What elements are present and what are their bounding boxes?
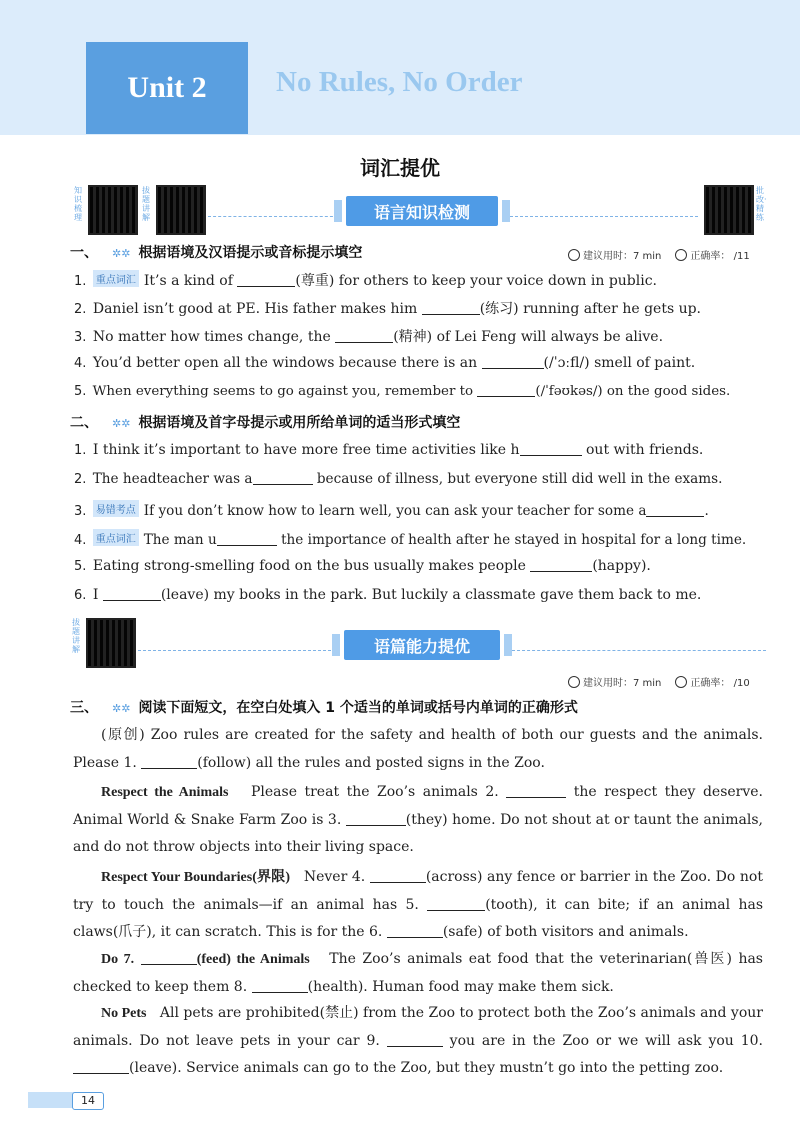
qr-code-icon[interactable]: [156, 185, 206, 235]
part-label: 三、: [70, 700, 98, 716]
question-text: I think it’s important to have more free time activities like h: [92, 442, 520, 458]
check-icon: [675, 676, 687, 688]
question-text: .: [704, 503, 709, 519]
question-item: [74, 558, 651, 574]
qr-caption: 拔题讲解: [72, 618, 80, 654]
question-text: (尊重) for others to keep your voice down in public.: [295, 273, 658, 289]
question-number: 5.: [74, 559, 87, 574]
unit-label: Unit 2: [86, 42, 248, 134]
question-number: 6.: [74, 588, 87, 603]
star-icon: ✲✲: [112, 417, 131, 430]
accuracy-text: 正确率： /11: [690, 251, 750, 262]
passage-text: (原创) Zoo rules are created for the safety and health of both our guests and the animals. Please 1.: [73, 727, 763, 771]
question-number: 2.: [74, 472, 87, 487]
answer-blank[interactable]: [237, 274, 295, 287]
subheading: No Pets: [101, 1006, 147, 1021]
divider: [138, 650, 336, 651]
passage-text: you are in the Zoo or we will ask you 10.: [449, 1032, 763, 1049]
passage-text: (tooth), it can bite; if an animal has claws(爪子), it can scratch. This is for the 6.: [73, 896, 763, 940]
qr-code-icon[interactable]: [704, 185, 754, 235]
question-text: The headteacher was a: [92, 471, 253, 487]
part-title: 根据语境及首字母提示或用所给单词的适当形式填空: [138, 415, 461, 431]
question-text: (leave) my books in the park. But luckily a classmate gave them back to me.: [160, 587, 702, 603]
time-text: 建议用时：7 min: [583, 678, 662, 689]
answer-blank[interactable]: [103, 588, 161, 601]
meta-info: [568, 674, 750, 689]
passage-text: (follow) all the rules and posted signs in the Zoo.: [197, 754, 545, 771]
answer-blank[interactable]: [346, 813, 406, 826]
question-item: [74, 442, 703, 458]
divider: [512, 650, 766, 651]
question-text: Eating strong-smelling food on the bus usually makes people: [92, 558, 526, 574]
question-number: 4.: [74, 533, 87, 548]
question-item: [74, 587, 701, 603]
answer-blank[interactable]: [477, 384, 535, 397]
passage-paragraph: [73, 1000, 763, 1083]
passage-paragraph: [73, 722, 763, 777]
question-number: 4.: [74, 356, 87, 371]
answer-blank[interactable]: [217, 533, 277, 546]
question-text: (/ˈɔːfl/) smell of paint.: [543, 355, 696, 371]
part-title: 阅读下面短文，在空白处填入 1 个适当的单词或括号内单词的正确形式: [138, 700, 578, 716]
question-text: It’s a kind of: [143, 273, 233, 289]
passage-text: (across) any fence or barrier in the Zoo. Do not try to touch the animals—if an animal has 5.: [73, 869, 763, 913]
answer-blank[interactable]: [520, 443, 582, 456]
subheading: Respect Your Boundaries(界限): [101, 870, 291, 885]
divider: [208, 216, 338, 217]
section-ribbon: 语言知识检测: [346, 196, 498, 226]
error-prone-tag: 易错考点: [93, 500, 139, 517]
qr-code-icon[interactable]: [86, 618, 136, 668]
question-item: [74, 270, 657, 290]
unit-title: No Rules, No Order: [276, 66, 523, 98]
question-text: No matter how times change, the: [92, 329, 331, 345]
key-word-tag: 重点词汇: [93, 529, 139, 546]
question-text: out with friends.: [586, 442, 704, 458]
passage-paragraph: [73, 779, 763, 862]
clock-icon: [568, 249, 580, 261]
question-text: The man u: [143, 532, 217, 548]
qr-caption: 批改·精练: [756, 186, 767, 222]
part-heading: [70, 242, 362, 262]
passage-paragraph: [73, 946, 763, 1001]
qr-caption: 拔题讲解: [142, 186, 150, 222]
time-text: 建议用时：7 min: [583, 251, 662, 262]
question-number: 1.: [74, 443, 87, 458]
question-item: [74, 326, 663, 346]
question-text: When everything seems to go against you, remember to: [92, 384, 474, 399]
question-item: [74, 500, 709, 519]
passage-text: (leave). Service animals can go to the Zoo, but they mustn’t go into the petting zoo.: [129, 1060, 724, 1076]
part-title: 根据语境及汉语提示或音标提示填空: [138, 245, 363, 261]
answer-blank[interactable]: [253, 472, 313, 485]
question-number: 1.: [74, 274, 87, 289]
check-icon: [675, 249, 687, 261]
subheading: (feed) the Animals: [196, 952, 310, 967]
question-item: [74, 298, 701, 318]
question-number: 3.: [74, 504, 87, 519]
divider: [510, 216, 698, 217]
qr-code-icon[interactable]: [88, 185, 138, 235]
passage-text: (they) home. Do not shout at or taunt the animals, and do not throw objects into their living space.: [73, 811, 763, 855]
clock-icon: [568, 676, 580, 688]
answer-blank[interactable]: [141, 756, 197, 769]
part-label: 二、: [70, 415, 98, 431]
qr-caption: 知识梳理: [74, 186, 82, 222]
subheading: Do 7.: [101, 952, 135, 967]
part-heading: [70, 412, 460, 432]
star-icon: ✲✲: [112, 247, 131, 260]
part-label: 一、: [70, 245, 98, 261]
question-text: (happy).: [592, 558, 651, 574]
passage-text: Never 4.: [303, 869, 366, 885]
question-text: the importance of health after he stayed in hospital for a long time.: [281, 532, 747, 548]
question-number: 2.: [74, 302, 87, 317]
answer-blank[interactable]: [482, 356, 544, 369]
question-text: If you don’t know how to learn well, you can ask your teacher for some a: [143, 503, 647, 519]
page-number: 14: [72, 1092, 104, 1110]
passage-paragraph: [73, 864, 763, 947]
part-heading: [70, 697, 578, 717]
section-ribbon: 语篇能力提优: [344, 630, 500, 660]
passage-text: (health). Human food may make them sick.: [307, 978, 614, 995]
answer-blank[interactable]: [73, 1061, 129, 1074]
question-number: 5.: [74, 384, 87, 399]
passage-text: (safe) of both visitors and animals.: [442, 924, 689, 940]
subheading: Respect the Animals: [101, 785, 229, 800]
accuracy-text: 正确率： /10: [690, 678, 750, 689]
question-item: [74, 384, 730, 399]
question-text: (练习) running after he gets up.: [479, 301, 702, 317]
passage-text: Please treat the Zoo’s animals 2.: [250, 784, 499, 800]
passage-text: All pets are prohibited(禁止) from the Zoo to protect both the Zoo’s animals and your animals. Do not leave pets in your car 9.: [73, 1005, 763, 1049]
answer-blank[interactable]: [252, 980, 308, 993]
answer-blank[interactable]: [141, 952, 197, 965]
question-text: (/ˈfəʊkəs/) on the good sides.: [535, 384, 731, 399]
question-text: because of illness, but everyone still did well in the exams.: [316, 471, 723, 487]
answer-blank[interactable]: [335, 330, 393, 343]
answer-blank[interactable]: [530, 559, 592, 572]
question-text: You’d better open all the windows because there is an: [92, 355, 478, 371]
answer-blank[interactable]: [387, 1034, 443, 1047]
star-icon: ✲✲: [112, 702, 131, 715]
answer-blank[interactable]: [370, 870, 426, 883]
page-heading: 词汇提优: [360, 156, 440, 180]
question-text: Daniel isn’t good at PE. His father makes him: [92, 301, 418, 317]
question-item: [74, 355, 695, 371]
key-word-tag: 重点词汇: [93, 270, 139, 287]
answer-blank[interactable]: [422, 302, 480, 315]
answer-blank[interactable]: [387, 925, 443, 938]
answer-blank[interactable]: [506, 785, 566, 798]
answer-blank[interactable]: [646, 504, 704, 517]
question-item: [74, 471, 722, 487]
passage-text: The Zoo’s animals eat food that the veterinarian(兽医) has checked to keep them 8.: [73, 951, 763, 995]
question-text: (精神) of Lei Feng will always be alive.: [393, 329, 664, 345]
question-text: I: [92, 587, 99, 603]
question-number: 3.: [74, 330, 87, 345]
answer-blank[interactable]: [427, 898, 485, 911]
question-item: [74, 529, 746, 548]
passage-text: the respect they deserve. Animal World & Snake Farm Zoo is 3.: [73, 784, 764, 828]
meta-info: [568, 247, 750, 262]
